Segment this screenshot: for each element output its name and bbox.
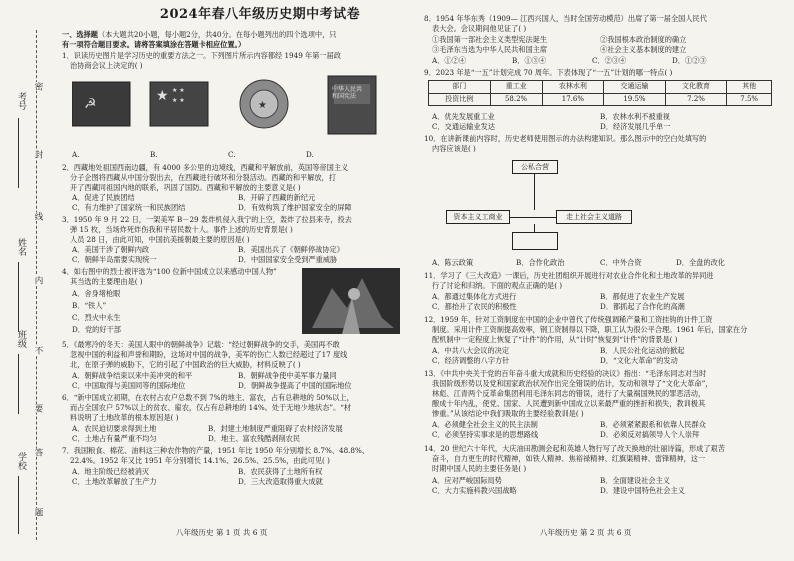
q1-stem: 1．识读历史图片是学习历史的重要方法之一。下列图片所示内容都经 1949 年第一届政 [62,51,342,60]
q14-stem: 14．20 世纪六十年代，大庆油田勘测会起和英雄人物行写了改天换地的壮丽诗篇，形成了艰苦 [424,444,725,453]
table-cell: 19.5% [604,93,666,106]
seal-char: 线 [33,212,43,221]
seal-char: 封 [33,150,43,159]
martyr-woodcut-image [302,268,400,334]
table-header-cell: 交通运输 [604,81,666,94]
q9-option-d[interactable]: D．经济发展几乎单一 [600,122,671,131]
svg-text:★ ★: ★ ★ [172,87,185,94]
q8-option-c[interactable]: C．②③④ [592,56,627,65]
q7-stem: 7．我国粮食、棉花、油料这三种农作物的产量，1951 年比 1950 年分别增长 8.7%、48.8%、 [62,446,370,455]
q13-stem-5: 惨重。”从该结论中我们吸取的主要经验教训是( ) [432,409,584,418]
q11-option-d[interactable]: D．都抓起了合作化的高潮 [600,302,685,311]
q6-option-d[interactable]: D．地主、富农残酷剥削农民 [208,434,301,443]
table-header-cell: 其他 [727,81,772,94]
q14-stem-2: 奋斗，自力更生的时代精神，如铁人精神、焦裕禄精神、红旗渠精神、雷锋精神，这一 [432,454,706,463]
q13-option-a[interactable]: A．必须健全社会主义的民主法制 [432,420,538,429]
q5-stem-3: 北，在原子弹的威胁下，它的引起了中国政治的巨大威胁，材料反映了( ) [70,360,301,369]
q3-option-c[interactable]: C．朝鲜半岛需要实现统一 [72,255,157,264]
party-flag-icon [72,82,130,126]
q1-stem-2: 治协商会议上决定的( ) [70,61,143,70]
q13-stem: 13．《中共中央关于党的百年奋斗重大成就和历史经验的决议》指出：“毛泽东同志对当时 [424,369,707,378]
q9-option-b[interactable]: B．农林水利不被重视 [600,112,670,121]
table-header-cell: 部门 [429,81,491,94]
q1-option-b[interactable]: B. [150,150,158,159]
binding-dashed-line [36,30,37,540]
q4-stem: 4．如右图中的烈士被评选为“100 位新中国成立以来感动中国人物” [62,267,277,276]
svg-text:★ ★: ★ ★ [172,97,185,104]
q11-option-b[interactable]: B．都促进了农业生产发展 [600,292,685,301]
q13-option-d[interactable]: D．必须反对搞领导人个人崇拜 [600,430,700,439]
name-line [18,262,19,332]
q14-option-c[interactable]: C．大力实施科教兴国战略 [432,486,517,495]
q3-stem-3: 人员 28 日，由此可知，中国抗美援朝最主要的原因是( ) [70,235,250,244]
q7-option-a[interactable]: A．地主阶级已经被消灭 [72,467,150,476]
section-heading: 一、选择题 [62,30,98,39]
seal-char: 要 [33,404,43,413]
q3-option-a[interactable]: A．美国干涉了朝鲜内政 [72,245,150,254]
q12-option-b[interactable]: B．人民公社化运动的掀起 [600,346,685,355]
q10-option-b[interactable]: B．合作化政治 [516,258,565,267]
flow-box-blank [512,232,558,250]
q8-item-2: ②我国根本政治制度的确立 [600,35,687,44]
q4-option-a[interactable]: A．舍身堵枪眼 [72,289,121,298]
table-cell: 7.5% [727,93,772,106]
flow-box-capitalist-industry: 资本主义工商业 [446,210,510,224]
school-label: 学校 [16,452,26,470]
section-instruction-2: 有一项符合题目要求。请将答案填涂在答题卡相应位置。） [62,40,246,49]
q4-option-b[interactable]: B．“铁人” [72,301,107,310]
q2-stem-3: 开了西藏同祖国内地的联系，巩固了国防。西藏和平解放的主要意义是( ) [70,183,301,192]
q13-option-b[interactable]: B．必须紧紧跟系和依靠人民群众 [600,420,706,429]
q9-stem: 9．2023 年是“一五”计划完成 70 周年。下表体现了“一五”计划的哪一特点( ) [424,68,673,77]
svg-text:★: ★ [156,88,169,104]
class-line [18,354,19,414]
q6-stem-2: 而占全国农户 57%以上的贫农、雇农，仅占有总耕地的 14%。处于无地少地状态”。“材 [70,403,352,412]
q14-option-d[interactable]: D．建设中国特色社会主义 [600,486,685,495]
q1-option-d[interactable]: D. [306,150,314,159]
q5-option-b[interactable]: B．朝鲜战争使中美军事力量同 [238,371,337,380]
seal-char: 题 [33,508,43,517]
q8-stem-2: 表大会。会议期间他见证了( ) [432,24,527,33]
q8-item-3: ③毛泽东当选为中华人民共和国主席 [432,45,548,54]
q12-stem: 12．1959 年，针对工资制度在中国的企业中曾代了传统强调稀产量和工资挂钩的计件工资 [424,315,713,324]
q1-option-a[interactable]: A. [72,150,80,159]
q12-stem-3: 配机制中一定程度上恢复了“计件”的作用，从“计时”恢复到“计件”的背景是( ) [432,335,678,344]
q4-option-d[interactable]: D．党的好干部 [72,325,121,334]
q12-option-c[interactable]: C．经济调整的八字方针 [432,356,510,365]
constitution-cover-text: 中华人民共和国宪法 [332,86,363,100]
flow-arrow [534,224,535,232]
flow-arrow [534,174,535,210]
page-footer-left: 八年级历史 第 1 页 共 6 页 [176,528,268,537]
q9-option-a[interactable]: A．优先发展重工业 [432,112,495,121]
q6-option-c[interactable]: C．土地占有量严重不均匀 [72,434,157,443]
q9-option-c[interactable]: C．交通运输业发达 [432,122,496,131]
q12-stem-2: 制度。采用计件工资制提高效率，钢工资制得以下降，职工认为很公平合理。1961 年后，国家在分 [432,325,748,334]
name-label: 姓名 [16,238,26,256]
q3-option-d[interactable]: D．中国国家安全受到严重威胁 [238,255,338,264]
q8-item-1: ①我国第一部社会主义类型宪法诞生 [432,35,548,44]
q14-stem-3: 时期中国人民的主要任务是( ) [432,464,527,473]
q10-option-a[interactable]: A．陈云政策 [432,258,474,267]
svg-text:★: ★ [258,100,267,111]
q5-option-a[interactable]: A．朝鲜战争结束以来中美冲突的和平 [72,371,193,380]
q11-stem: 11．学习了《三大改造》一课后，历史社团组织开展进行对农业合作化和土地改革的异同进 [424,271,714,280]
q4-stem-2: 其当选的主要理由是( ) [70,277,143,286]
q11-stem-2: 行了讨论和归纳。下面的观点正确的是( ) [432,281,563,290]
table-header-cell: 农林水利 [542,81,604,94]
q3-stem: 3．1950 年 9 月 22 日，一架美军 B－29 轰炸机侵入我宁的上空，轰炸了拉县来寺，投去 [62,215,352,224]
q2-option-d[interactable]: D．有效构筑了维护国家安全的屏障 [238,203,352,212]
q10-option-c[interactable]: C．中外合资 [600,258,642,267]
table-cell: 17.6% [542,93,604,106]
q5-stem-2: 忽视中国的利益和声誉和期盼，这场对中国的战争，美军的伤亡人数已经超过了17 度线 [70,350,348,359]
q11-option-c[interactable]: C．都抬升了农民的积极性 [432,302,517,311]
table-row [429,93,772,106]
q5-stem: 5．《最寒冷的冬天：美国人眼中的朝鲜战争》记载：“经过朝鲜战争的交手，美国再不敢 [62,340,340,349]
exam-no-label: 考号 [16,92,26,110]
q6-option-a[interactable]: A．农民迫切要求得到土地 [72,424,157,433]
q9-investment-table [428,80,772,106]
table-cell: 投资比例 [429,93,491,106]
table-cell: 7.2% [665,93,727,106]
class-label: 班级 [16,330,26,348]
q2-stem: 2．西藏地处祖国西南边疆，有 4000 多公里的边境线，西藏和平解放前，英国等帝国主义 [62,163,349,172]
q3-stem-2: 弹 15 枚，当场炸死炸伤我和平居民数十人。事件上述的历史背景是( ) [70,225,293,234]
q5-option-c[interactable]: C．中国取得与美国同等的国际地位 [72,381,186,390]
binding-strip [0,0,56,561]
table-header-cell: 文化教育 [665,81,727,94]
q1-option-c[interactable]: C. [228,150,236,159]
q7-option-c[interactable]: C．土地改革解放了生产力 [72,477,157,486]
table-header-row [429,81,772,94]
q2-stem-2: 分子企图将西藏从中国分裂出去，在西藏进行破坏和分裂活动。西藏的和平解放，打 [70,173,336,182]
table-cell: 58.2% [490,93,542,106]
seal-char: 答 [33,448,43,457]
q8-option-b[interactable]: B．①③④ [512,56,547,65]
seal-char: 不 [33,346,43,355]
q8-option-d[interactable]: D．①②③ [672,56,707,65]
page-footer-right: 八年级历史 第 2 页 共 6 页 [540,528,632,537]
q8-stem: 8．1954 年华东秀（1909— 江西兴国人，当时全国劳动模范）出席了第一届全国人民代 [424,14,707,23]
q10-stem-2: 内容应该是( ) [432,144,476,153]
q4-option-c[interactable]: C．烈火中永生 [72,313,121,322]
q13-stem-2: 我国阶级形势以及党和国家政治状况作出完全错误的估计，发动和领导了“文化大革命”， [432,379,713,388]
q10-stem: 10．在讲新课前内容时，历史老师使用图示的办法构建知识。那么图示中的空白处填写的 [424,134,707,143]
q2-option-b[interactable]: B．开辟了西藏的新纪元 [238,193,316,202]
q12-option-d[interactable]: D．“文化大革命”的发动 [600,356,678,365]
school-line [18,476,19,534]
q2-option-a[interactable]: A．促进了民族团结 [72,193,135,202]
flow-box-socialist-road: 走上社会主义道路 [556,210,632,224]
q7-option-b[interactable]: B．农民获得了土地所有权 [238,467,323,476]
q2-option-c[interactable]: C．有力维护了国家统一和民族团结 [72,203,186,212]
q6-stem: 6．“新中国成立初期，在农村占农户总数不到 7%的地主、富农，占有总耕地的 50%以上， [62,393,354,402]
q8-item-4: ④社会主义基本制度的建立 [600,45,687,54]
flow-arrow [510,217,556,218]
seal-char: 密 [33,82,43,91]
q7-stem-2: 22.4%。1952 年又比 1951 年分别增长 14.1%、26.5%、25.5%，由此可见( ) [70,456,330,465]
flow-box-joint-venture: 公私合营 [512,160,558,174]
q12-option-a[interactable]: A．中共八大会议的决定 [432,346,510,355]
table-header-cell: 重工业 [490,81,542,94]
q6-stem-3: 料说明了土地改革的根本原因是( ) [70,413,179,422]
q7-option-d[interactable]: D．三大改造取得重大成就 [238,477,323,486]
q5-option-d[interactable]: D．朝鲜战争提高了中国的国际地位 [238,381,352,390]
q13-stem-4: 酿成十年内乱，使党、国家、人民遭到新中国成立以来最严重的挫折和损失，教训极其 [432,399,706,408]
q13-option-c[interactable]: C．必须坚持实事求是的思想路线 [432,430,539,439]
svg-text:☭: ☭ [84,96,97,112]
q10-option-d[interactable]: D．全盘的改化 [676,258,725,267]
q14-option-a[interactable]: A．应对严峻国际局势 [432,476,502,485]
q13-stem-3: 林彪、江青两个反革命集团利用毛泽东同志的错误，进行了大量祸国殃民的罪恶活动， [432,389,706,398]
q6-option-b[interactable]: B．封建土地制度严重阻碍了农村经济发展 [208,424,343,433]
seal-char: 内 [33,276,43,285]
section-instruction: （本大题共20小题，每小题2分，共40分。在每小题列出的四个选项中，只 [97,30,337,39]
q11-option-a[interactable]: A．都通过集体化方式进行 [432,292,517,301]
page-title: 2024年春八年级历史期中考试卷 [159,7,361,22]
q14-option-b[interactable]: B．全面建设社会主义 [600,476,670,485]
q8-option-a[interactable]: A．①②④ [432,56,466,65]
exam-no-line [18,118,19,188]
q3-option-b[interactable]: B．美国出兵了《朝鲜停战协定》 [238,245,344,254]
